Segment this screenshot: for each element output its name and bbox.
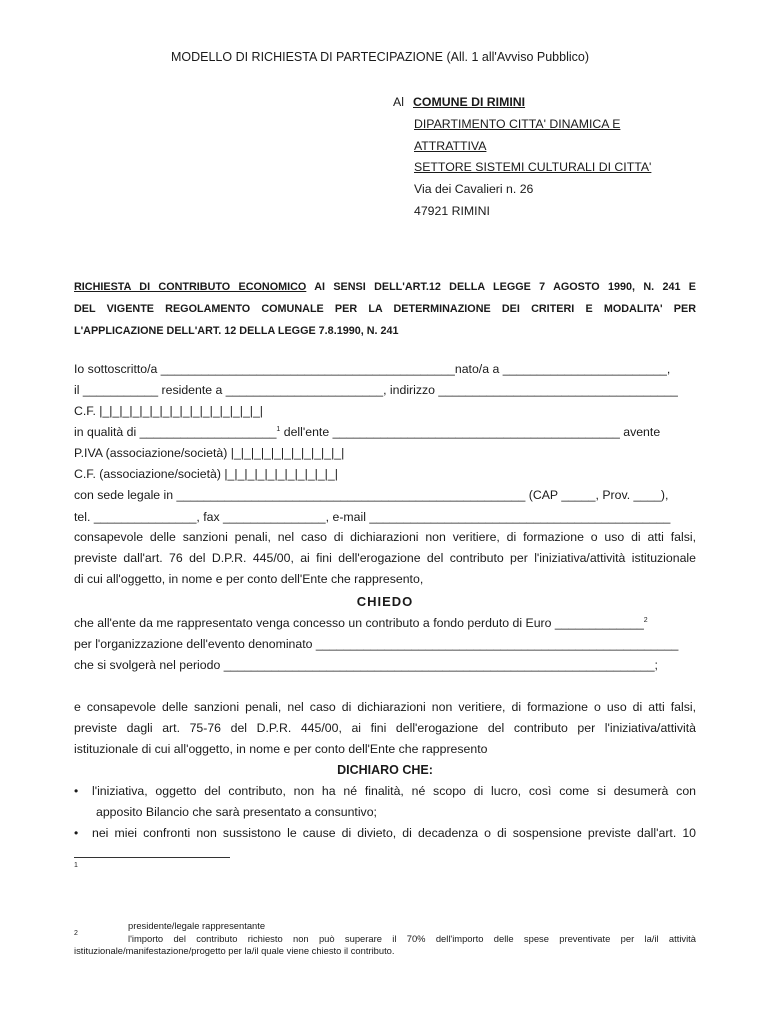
recipient-department-line2: ATTRATTIVA xyxy=(414,139,487,153)
contribution-amount-line: che all'ente da me rappresentato venga concesso un contributo a fondo perduto di Euro _____________ xyxy=(74,616,644,630)
page-title: MODELLO DI RICHIESTA DI PARTECIPAZIONE (All. 1 all'Avviso Pubblico) xyxy=(170,50,589,64)
footnote-1-text: presidente/legale rappresentante xyxy=(128,920,266,931)
paragraph1-line2: previste dall'art. 76 del D.P.R. 445/00, ai fini dell'erogazione del contributo per l'iniziativa/attività istituzionale xyxy=(74,551,696,565)
subject-line1 xyxy=(74,281,696,293)
footnote-separator xyxy=(74,857,230,858)
bullet-1-marker: • xyxy=(74,784,79,798)
footnote-2-line2: istituzionale/manifestazione/progetto per la/il quale viene chiesto il contributo. xyxy=(74,945,395,956)
footnote-ref-1: 1 xyxy=(276,426,281,433)
declaration-paragraph-line2: previste dagli art. 75-76 del D.P.R. 445/00, ai fini dell'erogazione del contributo per l'iniziativa/attività xyxy=(74,721,696,735)
chiedo-heading: CHIEDO xyxy=(356,594,414,609)
footnote-1-number: 1 xyxy=(74,862,78,869)
footnote-2-number: 2 xyxy=(74,930,78,937)
form-line-name: Io sottoscritto/a ___________________________________________nato/a a ________________________, xyxy=(74,362,671,376)
paragraph1-line1: consapevole delle sanzioni penali, nel caso di dichiarazioni non veritiere, di formazione o uso di atti falsi, xyxy=(74,530,696,544)
declaration-paragraph-line1: e consapevole delle sanzioni penali, nel caso di dichiarazioni non veritiere, di formazione o uso di atti falsi, xyxy=(74,700,696,714)
form-line-piva: P.IVA (associazione/società) |_|_|_|_|_|_|_|_|_|_|_| xyxy=(74,446,345,460)
recipient-prefix: Al xyxy=(393,95,404,109)
recipient-city: 47921 RIMINI xyxy=(414,204,490,218)
subject-underlined: RICHIESTA DI CONTRIBUTO ECONOMICO xyxy=(74,281,307,293)
declaration-paragraph-line3: istituzionale di cui all'oggetto, in nome e per conto dell'Ente che rappresento xyxy=(74,742,488,756)
form-line-entity-cf: C.F. (associazione/società) |_|_|_|_|_|_|_|_|_|_|_| xyxy=(74,467,338,481)
chiedo-line2: per l'organizzazione dell'evento denominato _____________________________________________________ xyxy=(74,637,679,651)
entity-field: dell'ente __________________________________________ avente xyxy=(280,425,661,439)
form-line-legal-seat: con sede legale in ___________________________________________________ (CAP _____, Prov. ____), xyxy=(74,488,669,502)
subject-line2: DEL VIGENTE REGOLAMENTO COMUNALE PER LA DETERMINAZIONE DEI CRITERI E MODALITA' PER xyxy=(74,303,696,315)
recipient-department-line1: DIPARTIMENTO CITTA' DINAMICA E xyxy=(414,117,621,131)
subject-line1-rest: AI SENSI DELL'ART.12 DELLA LEGGE 7 AGOSTO 1990, N. 241 E xyxy=(306,281,696,293)
bullet-1-line2: apposito Bilancio che sarà presentato a consuntivo; xyxy=(96,805,377,819)
footnote-ref-2: 2 xyxy=(643,617,648,624)
recipient-street: Via dei Cavalieri n. 26 xyxy=(414,182,534,196)
bullet-2-line1: nei miei confronti non sussistono le cause di divieto, di decadenza o di sospensione previste dall'art. 10 xyxy=(92,826,696,840)
recipient-name: COMUNE DI RIMINI xyxy=(413,95,526,109)
dichiaro-heading: DICHIARO CHE: xyxy=(337,763,433,777)
bullet-1-line1: l'iniziativa, oggetto del contributo, non ha né finalità, né scopo di lucro, così come si desumerà con xyxy=(92,784,696,798)
form-line-residence: il ___________ residente a _______________________, indirizzo ___________________________________ xyxy=(74,383,678,397)
recipient-sector: SETTORE SISTEMI CULTURALI DI CITTA' xyxy=(414,160,652,174)
form-line-cf: C.F. |_|_|_|_|_|_|_|_|_|_|_|_|_|_|_|_| xyxy=(74,404,264,418)
subject-line3: L'APPLICAZIONE DELL'ART. 12 DELLA LEGGE 7.8.1990, N. 241 xyxy=(74,325,399,337)
paragraph1-line3: di cui all'oggetto, in nome e per conto dell'Ente che rappresento, xyxy=(74,572,424,586)
bullet-2-marker: • xyxy=(74,826,79,840)
chiedo-line1 xyxy=(74,616,696,630)
form-line-role xyxy=(74,425,696,439)
chiedo-line3: che si svolgerà nel periodo _______________________________________________________________; xyxy=(74,658,658,672)
role-field: in qualità di ____________________ xyxy=(74,425,277,439)
footnote-2-line1: l'importo del contributo richiesto non può superare il 70% dell'importo delle spese preventivate per la/il attività xyxy=(128,933,696,944)
form-line-contacts: tel. _______________, fax _______________, e-mail ____________________________________________ xyxy=(74,510,671,524)
